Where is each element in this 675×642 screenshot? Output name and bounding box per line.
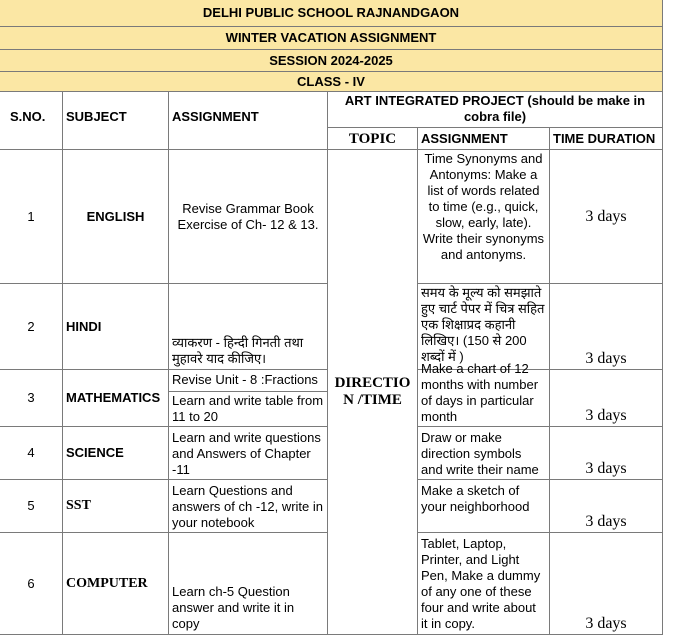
class-title: CLASS - IV bbox=[0, 72, 663, 92]
header-assignment: ASSIGNMENT bbox=[169, 92, 328, 150]
row-6-art-text: Tablet, Laptop, Printer, and Light Pen, Make a dummy of any one of these four and write about it in copy. bbox=[421, 536, 541, 631]
header-art-assignment: ASSIGNMENT bbox=[418, 128, 550, 150]
row-3-assignment-a: Revise Unit - 8 :Fractions bbox=[169, 370, 328, 392]
row-6-sno: 6 bbox=[0, 533, 63, 635]
row-5-assignment bbox=[169, 480, 328, 533]
row-2-sno: 2 bbox=[0, 284, 63, 370]
row-4-subject: SCIENCE bbox=[63, 427, 169, 480]
session-title: SESSION 2024-2025 bbox=[0, 50, 663, 72]
row-6-duration: 3 days bbox=[550, 533, 663, 635]
assignment-title: WINTER VACATION ASSIGNMENT bbox=[0, 27, 663, 50]
row-4-duration: 3 days bbox=[550, 427, 663, 480]
row-1-subject: ENGLISH bbox=[63, 150, 169, 284]
row-3-subject: MATHEMATICS bbox=[63, 370, 169, 427]
row-6-art bbox=[418, 533, 550, 635]
row-6-assignment bbox=[169, 533, 328, 635]
row-4-art-text: Draw or make direction symbols and write their name bbox=[421, 430, 539, 477]
row-5-art bbox=[418, 480, 550, 533]
row-2-duration: 3 days bbox=[550, 284, 663, 370]
row-5-assignment-text: Learn Questions and answers of ch -12, write in your notebook bbox=[172, 483, 324, 530]
row-5-sno: 5 bbox=[0, 480, 63, 533]
row-3-assignment-b: Learn and write table from 11 to 20 bbox=[169, 392, 328, 427]
row-2-assignment-text: व्याकरण - हिन्दी गिनती तथा मुहावरे याद कीजिए। bbox=[172, 335, 304, 366]
row-6-assignment-text: Learn ch-5 Question answer and write it in copy bbox=[172, 584, 295, 631]
row-1-assignment bbox=[169, 150, 328, 284]
header-subject: SUBJECT bbox=[63, 92, 169, 150]
header-sno: S.NO. bbox=[0, 92, 63, 150]
row-4-art bbox=[418, 427, 550, 480]
header-topic: TOPIC bbox=[328, 128, 418, 150]
row-1-art-text: Time Synonyms and Antonyms: Make a list of words related to time (e.g., quick, slow, early, late). Write their synonyms and antonyms. bbox=[422, 151, 545, 262]
row-6-subject: COMPUTER bbox=[63, 533, 169, 635]
row-2-art-text: समय के मूल्य को समझाते हुए चार्ट पेपर में चित्र सहित एक शिक्षाप्रद कहानी लिखिए। (150 से 200 शब्दों में ) bbox=[421, 285, 545, 364]
row-5-art-text: Make a sketch of your neighborhood bbox=[421, 483, 530, 514]
row-2-art bbox=[418, 284, 550, 370]
header-time-duration: TIME DURATION bbox=[550, 128, 663, 150]
row-3-art bbox=[418, 361, 550, 427]
row-1-sno: 1 bbox=[0, 150, 63, 284]
topic-cell bbox=[328, 150, 418, 635]
row-2-subject: HINDI bbox=[63, 284, 169, 370]
row-2-assignment bbox=[169, 284, 328, 370]
row-1-art bbox=[418, 150, 550, 284]
row-4-assignment-text: Learn and write questions and Answers of Chapter -11 bbox=[172, 430, 321, 477]
row-4-assignment bbox=[169, 427, 328, 480]
row-4-sno: 4 bbox=[0, 427, 63, 480]
row-3-duration: 3 days bbox=[550, 370, 663, 427]
row-3-art-text: Make a chart of 12 months with number of days in particular month bbox=[421, 361, 539, 424]
header-art-project: ART INTEGRATED PROJECT (should be make in cobra file) bbox=[328, 92, 663, 128]
row-1-duration: 3 days bbox=[550, 150, 663, 284]
row-3-sno: 3 bbox=[0, 370, 63, 427]
school-title: DELHI PUBLIC SCHOOL RAJNANDGAON bbox=[0, 0, 663, 27]
row-1-assignment-text: Revise Grammar Book Exercise of Ch- 12 & 13. bbox=[177, 200, 319, 232]
topic-value: DIRECTIO N /TIME bbox=[334, 375, 411, 408]
row-5-duration: 3 days bbox=[550, 480, 663, 533]
row-5-subject: SST bbox=[63, 480, 169, 533]
